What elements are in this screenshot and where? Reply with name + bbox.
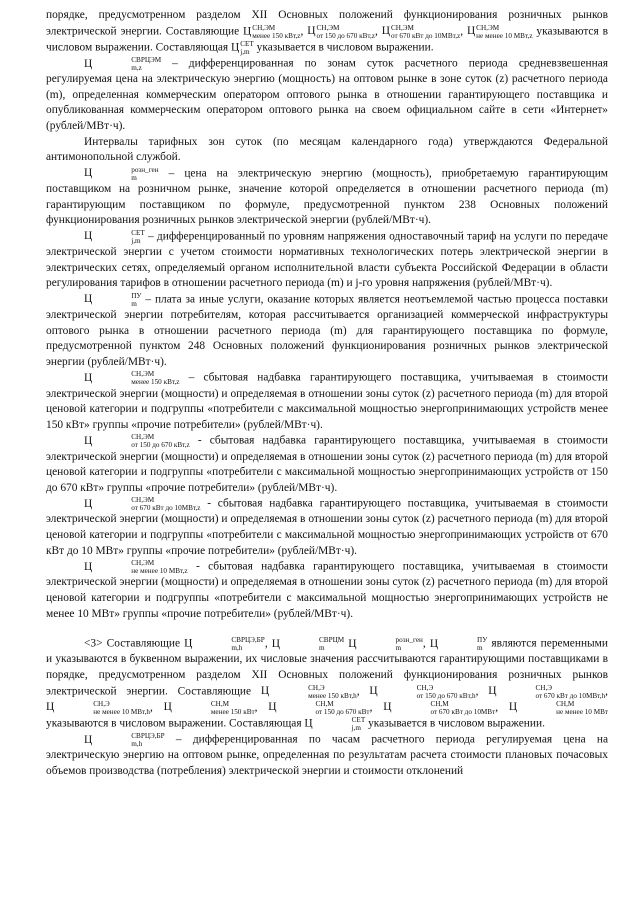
- text: порядке, предусмотренном разделом XII Основных положений функционирования розничных рынков: [46, 9, 608, 21]
- symbol: СН,ЭМ менее 150 кВт,z: [252, 23, 301, 40]
- symbol: Ц СВРЦМ m: [271, 636, 345, 653]
- symbol: Ц СВРЦЭМ m,z: [84, 56, 162, 72]
- paragraph-5: [46, 229, 608, 292]
- text: – дифференцированная по зонам суток расчетного периода средневзвешенная регулируемая цена на электрическую энергию (мощность) на оптовом рынке в зоне суток (z) расчетного периода (m), определенная коммерческим оператором оптового рынка в отношении гарантирующего поставщика и опубликованная коммерческим оператором оптового рынка на своем официальном сайте в сети «Интернет» (рублей/МВт·ч).: [46, 57, 608, 132]
- text: являются переменными и указываются в буквенном выражении, их числовые значения рассчитываются гарантирующими поставщиками в порядке, предусмотренном разделом XII Основных положений функционирования розничных рынков электрической энергии. Составляющие: [46, 637, 608, 698]
- paragraph-8: [46, 433, 608, 496]
- paragraph-3: Интервалы тарифных зон суток (по месяцам календарного года) утверждаются Федеральной антимонопольной службой.: [46, 135, 608, 164]
- symbol: Ц СН,Э менее 150 кВт,h: [260, 683, 357, 700]
- text: – плата за иные услуги, оказание которых является неотъемлемой частью процесса поставки электрической энергии потребителям, которая рассчитывается организацией коммерческой инфраструктуры оптового рынка в отношении расчетного периода (m) для гарантирующего поставщика по формуле, предусмотренной пунктом 248 Основных положений функционирования розничных рынков электрической энергии (рублей/МВт·ч).: [46, 293, 608, 368]
- symbol: Ц СН,ЭМ не менее 10 МВт,z: [466, 23, 533, 40]
- symbol: Ц ПУ m: [429, 636, 488, 653]
- symbol: Ц СН,ЭМ от 670 кВт до 10МВт,z: [84, 496, 201, 513]
- text: – дифференцированная по часам расчетного периода регулируемая цена на электрическую энергию на оптовом рынке, определенная по результатам расчета стоимости плановых почасовых объемов производства (потребления) электрической энергии и стоимости отклонений: [46, 733, 608, 778]
- symbol: Ц ПУ m: [84, 291, 142, 308]
- text: – дифференцированный по уровням напряжения одноставочный тариф на услуги по передаче электрической энергии с учетом стоимости нормативных технологических потерь электрической энергии в электрических сетях, определяемый органом исполнительной власти субъекта Российской Федерации в области регулирования тарифов в отношении расчетного периода (m) и j-го уровня напряжения (рублей/МВт·ч).: [46, 230, 608, 290]
- symbol: Ц СН,М менее 150 кВт: [163, 699, 255, 716]
- text: электрической энергии. Составляющие Ц: [46, 25, 252, 38]
- symbol: Ц СН,ЭМ от 670 кВт до 10МВт,z: [381, 23, 461, 40]
- text: - сбытовая надбавка гарантирующего поставщика, учитываемая в стоимости электрической энергии (мощности) и определяемая в отношении зоны суток (z) расчетного периода (m) для второй ценовой категории и подгруппы «потребители с максимальной мощностью энергопринимающих устройств от 670 кВт до 10 МВт» группы «прочие потребители» (рублей/МВт·ч).: [46, 497, 608, 557]
- text: - сбытовая надбавка гарантирующего поставщика, учитываемая в стоимости электрической энергии (мощности) и определяемая в отношении зоны суток (z) расчетного периода (m) для второй ценовой категории и подгруппы «потребители с максимальной мощностью энергопринимающих устройств от 150 до 670 кВт» группы «прочие потребители» (рублей/МВт·ч).: [46, 434, 608, 494]
- symbol: Ц розн_ген m: [84, 165, 159, 182]
- symbol: Ц СН,Э от 670 кВт до 10МВт,h: [488, 683, 606, 700]
- paragraph-6: [46, 292, 608, 371]
- paragraph-7: [46, 370, 608, 433]
- symbol: Ц СЕТ j,m: [84, 228, 145, 245]
- paragraph-9: [46, 496, 608, 559]
- symbol: Ц СН,Э не менее 10 МВт,h: [46, 699, 150, 716]
- symbol: Ц СН,М от 670 кВт до 10МВт: [383, 699, 496, 716]
- symbol: Ц СН,Э от 150 до 670 кВт,h: [369, 683, 476, 700]
- symbol: СЕТ j,m: [351, 716, 366, 733]
- paragraph-1: порядке, предусмотренном разделом XII Основных положений функционирования розничных рынков электрической энергии. Составляющие Ц СН,ЭМ менее 150 кВт,z , Ц СН,ЭМ от 150 до 670 кВт,z , Ц СН,ЭМ от 670 кВт до 10МВт,z , Ц СН,ЭМ не менее 10 МВт,z указываются в числовом выражении. Составляющая Ц СЕТ j,m указывается в числовом выражении.: [46, 9, 608, 56]
- text: - сбытовая надбавка гарантирующего поставщика, учитываемая в стоимости электрической энергии (мощности) и определяемая в отношении зоны суток (z) расчетного периода (m) для второй ценовой категории и подгруппы «потребители с максимальной мощностью энергопринимающих устройств не менее 10 МВт» группы «прочие потребители» (рублей/МВт·ч).: [46, 560, 608, 620]
- paragraph-11: <3> Составляющие Ц СВРЦЭ,БР m,h , Ц СВРЦМ m Ц розн_ген m , Ц ПУ m являются переменными и указываются в буквенном выражении, их числовые значения рассчитываются гарантирующими поставщиками в порядке, предусмотренном разделом XII Основных положений функционирования розничных рынков электрической энергии. Составляющие Ц СН,Э менее 150 кВт,h , Ц СН,Э от 150 до 670 кВт,h , Ц СН,Э от 670 кВт до 10МВт,h , Ц СН,Э не менее 10 МВт,h , Ц СН,М менее 150 кВт , Ц СН,М от 150 до 670 кВт , Ц СН,М от 670 кВт до 10МВт , Ц СН,М не менее 10 МВт указываются в числовом выражении. Составляющая Ц СЕТ j,m указывается в числовом выражении.: [46, 636, 609, 733]
- symbol: СВРЦЭ,БР m,h: [231, 636, 265, 653]
- text: – сбытовая надбавка гарантирующего поставщика, учитываемая в стоимости электрической энергии (мощности) и определяемая в отношении зоны суток (z) расчетного периода (m) для второй ценовой категории и подгруппы «потребители с максимальной мощностью энергопринимающих устройств менее 150 кВт» группы «прочие потребители» (рублей/МВт·ч).: [46, 371, 608, 431]
- spacer: [46, 622, 608, 636]
- text: указывается в числовом выражении.: [253, 41, 434, 54]
- symbol: Ц СН,ЭМ не менее 10 МВт,z: [84, 559, 188, 576]
- symbol: Ц СН,ЭМ от 150 до 670 кВт,z: [84, 433, 190, 450]
- symbol: Ц СН,ЭМ менее 150 кВт,z: [84, 370, 180, 387]
- symbol: Ц СН,М не менее 10 МВт: [508, 699, 609, 716]
- text: указывается в числовом выражении.: [365, 717, 545, 730]
- document-page: [46, 8, 608, 780]
- text: – цена на электрическую энергию (мощность), приобретаемую гарантирующим поставщиком на розничном рынке, значение которой определяется в отношении расчетного периода (m) гарантирующим поставщиком по формуле, предусмотренной пунктом 238 Основных положений функционирования розничных рынков электрической энергии (рублей/МВт·ч).: [46, 167, 608, 227]
- symbol: Ц СН,ЭМ от 150 до 670 кВт,z: [307, 23, 375, 40]
- text: указываются в числовом выражении. Составляющая Ц: [46, 25, 608, 54]
- symbol: Ц розн_ген m: [348, 636, 423, 653]
- symbol: Ц СН,М от 150 до 670 кВт: [268, 699, 370, 716]
- paragraph-2: [46, 56, 608, 135]
- text: <3> Составляющие Ц: [84, 637, 193, 650]
- paragraph-12: [46, 732, 608, 779]
- paragraph-10: [46, 559, 608, 622]
- symbol: СЕТ j,m: [240, 39, 254, 56]
- symbol: Ц СВРЦЭ,БР m,h: [84, 732, 165, 749]
- paragraph-4: [46, 166, 608, 229]
- text: указываются в числовом выражении. Составляющая Ц: [46, 717, 313, 730]
